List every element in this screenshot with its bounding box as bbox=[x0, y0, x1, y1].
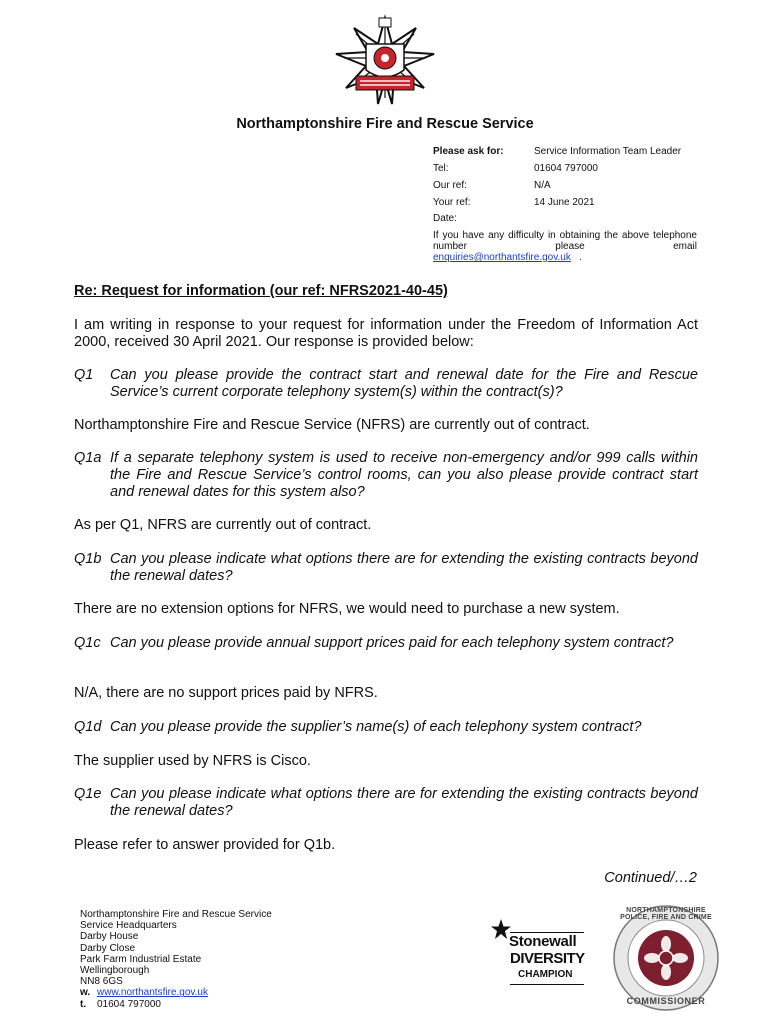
our-ref-value: N/A bbox=[534, 180, 551, 191]
letter-intro: I am writing in response to your request for information under the Freedom of Information Act 2000, received 30 April 2021. Our response is provided below: bbox=[74, 317, 698, 350]
address-line: Service Headquarters bbox=[80, 920, 177, 932]
address-line: Park Farm Industrial Estate bbox=[80, 953, 202, 965]
address-line: NN8 6GS bbox=[80, 976, 123, 988]
please-ask-row bbox=[433, 146, 697, 160]
question-text: Can you please provide the supplier’s name(s) of each telephony system contract? bbox=[110, 719, 642, 735]
web-row bbox=[80, 987, 272, 998]
your-ref-value: 14 June 2021 bbox=[534, 197, 595, 208]
footer-address bbox=[80, 909, 272, 1010]
tel-row bbox=[433, 163, 697, 177]
please-ask-label: Please ask for: bbox=[433, 146, 504, 157]
question-number: Q1c bbox=[74, 635, 101, 651]
question-text: Can you please indicate what options there are for extending the existing contracts beyond the renewal dates? bbox=[110, 786, 698, 819]
address-line: Northamptonshire Fire and Rescue Service bbox=[80, 909, 272, 920]
website-link[interactable]: www.northantsfire.gov.uk bbox=[97, 987, 208, 999]
answer-q1: Northamptonshire Fire and Rescue Service (NFRS) are currently out of contract. bbox=[74, 417, 590, 433]
question-text: Can you please indicate what options there are for extending the existing contracts beyond the renewal dates? bbox=[110, 551, 698, 584]
stonewall-logo bbox=[490, 918, 586, 990]
tel-label: t. bbox=[80, 998, 87, 1010]
question-q1b bbox=[74, 551, 698, 585]
stonewall-champion: CHAMPION bbox=[518, 969, 573, 980]
badge-bottom-text: COMMISSIONER bbox=[626, 996, 706, 1006]
commissioner-badge bbox=[612, 904, 720, 1012]
our-ref-label: Our ref: bbox=[433, 180, 467, 191]
address-line: Darby Close bbox=[80, 942, 136, 954]
answer-q1c: N/A, there are no support prices paid by NFRS. bbox=[74, 685, 378, 701]
question-text: Can you please provide annual support prices paid for each telephony system contract? bbox=[110, 635, 674, 651]
tel-row bbox=[80, 999, 272, 1010]
question-q1e bbox=[74, 786, 698, 820]
question-number: Q1e bbox=[74, 786, 102, 802]
question-number: Q1b bbox=[74, 551, 102, 567]
question-q1c bbox=[74, 635, 698, 652]
answer-q1d: The supplier used by NFRS is Cisco. bbox=[74, 753, 311, 769]
answer-q1a: As per Q1, NFRS are currently out of contract. bbox=[74, 517, 372, 533]
difficulty-note: If you have any difficulty in obtaining the above telephone number please email bbox=[433, 230, 697, 252]
question-number: Q1 bbox=[74, 367, 94, 383]
address-line: Wellingborough bbox=[80, 965, 150, 977]
continued-note: Continued/…2 bbox=[604, 870, 697, 886]
question-q1d bbox=[74, 719, 698, 736]
tel-label: Tel: bbox=[433, 163, 449, 174]
question-q1a bbox=[74, 450, 698, 501]
question-number: Q1a bbox=[74, 450, 102, 466]
stonewall-name: Stonewall bbox=[509, 933, 577, 950]
your-ref-row bbox=[433, 197, 697, 211]
organisation-title: Northamptonshire Fire and Rescue Service bbox=[236, 116, 534, 132]
fire-rescue-crest-icon bbox=[330, 14, 440, 108]
question-number: Q1d bbox=[74, 719, 102, 735]
address-line: Darby House bbox=[80, 931, 139, 943]
enquiries-punct: . bbox=[579, 252, 582, 263]
please-ask-value: Service Information Team Leader bbox=[534, 146, 682, 157]
date-label: Date: bbox=[433, 213, 457, 224]
tel-value: 01604 797000 bbox=[534, 163, 598, 174]
question-text: Can you please provide the contract start and renewal date for the Fire and Rescue Service’s current corporate telephony system(s) within the contract(s)? bbox=[110, 367, 698, 400]
question-text: If a separate telephony system is used to receive non-emergency and/or 999 calls within the Fire and Rescue Service’s control rooms, can you also please provide contract start and renewal dates for this system also? bbox=[110, 450, 698, 500]
our-ref-row bbox=[433, 180, 697, 194]
tel-value: 01604 797000 bbox=[97, 998, 161, 1010]
your-ref-label: Your ref: bbox=[433, 197, 471, 208]
answer-q1e: Please refer to answer provided for Q1b. bbox=[74, 837, 336, 853]
badge-top-text: NORTHAMPTONSHIRE POLICE, FIRE AND CRIME bbox=[620, 907, 712, 921]
answer-q1b: There are no extension options for NFRS, we would need to purchase a new system. bbox=[74, 601, 620, 617]
date-row bbox=[433, 213, 697, 227]
letter-heading: Re: Request for information (our ref: NFRS2021-40-45) bbox=[74, 283, 448, 299]
question-q1 bbox=[74, 367, 698, 401]
stonewall-diversity: DIVERSITY bbox=[510, 950, 585, 967]
enquiries-email-link[interactable]: enquiries@northantsfire.gov.uk bbox=[433, 252, 571, 263]
web-label: w. bbox=[80, 987, 91, 999]
